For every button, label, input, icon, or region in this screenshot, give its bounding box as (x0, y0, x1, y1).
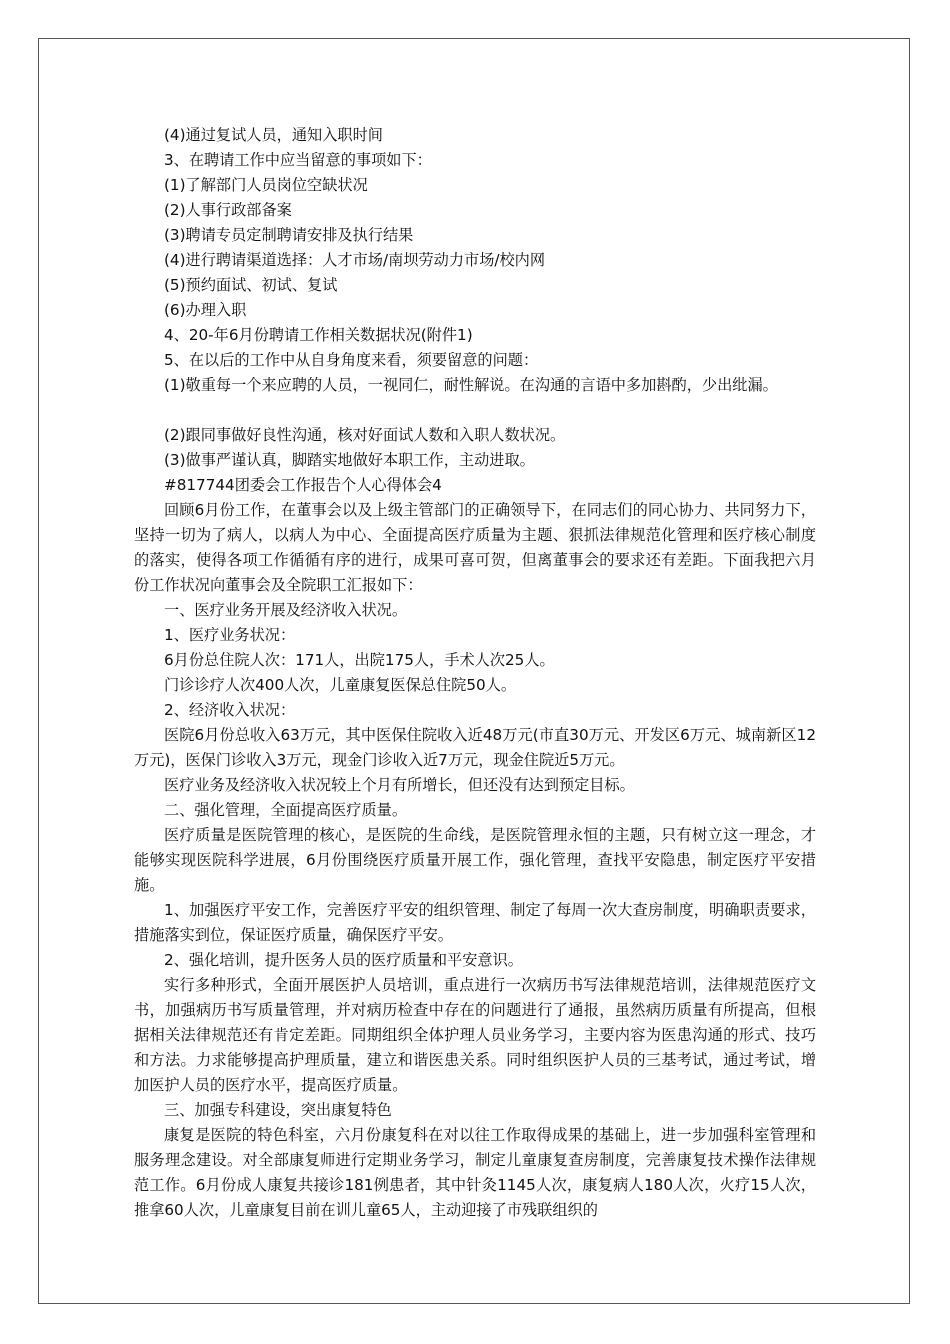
list-item: (6)办理入职 (164, 301, 247, 319)
paragraph: 回顾6月份工作，在董事会以及上级主管部门的正确领导下，在同志们的同心协力、共同努力下，坚持一切为了病人，以病人为中心、全面提高医疗质量为主题、狠抓法律规范化管理和医疗核心制度的落实，使得各项工作循循有序的进行，成果可喜可贺，但离董事会的要求还有差距。下面我把六月份工作状况向董事会及全院职工汇报如下： (134, 501, 816, 594)
list-item: (3)聘请专员定制聘请安排及执行结果 (164, 226, 414, 244)
list-item: (2)跟同事做好良性沟通，核对好面试人数和入职人数状况。 (164, 426, 566, 444)
paragraph: 医疗业务及经济收入状况较上个月有所增长，但还没有达到预定目标。 (164, 776, 635, 794)
list-item: (2)人事行政部备案 (164, 201, 292, 219)
subsection-heading: 2、强化培训，提升医务人员的医疗质量和平安意识。 (164, 951, 523, 969)
list-item: (4)通过复试人员，通知入职时间 (164, 126, 383, 144)
document-title: #817744团委会工作报告个人心得体会4 (164, 476, 442, 494)
list-item: (5)预约面试、初试、复试 (164, 276, 338, 294)
section-heading: 二、强化管理，全面提高医疗质量。 (164, 801, 407, 819)
list-item: (4)进行聘请渠道选择：人才市场/南坝劳动力市场/校内网 (164, 251, 546, 269)
paragraph: 医疗质量是医院管理的核心，是医院的生命线，是医院管理永恒的主题，只有树立这一理念，才能够实现医院科学进展，6月份围绕医疗质量开展工作，强化管理，查找平安隐患，制定医疗平安措施。 (134, 826, 816, 894)
paragraph: 门诊诊疗人次400人次，儿童康复医保总住院50人。 (164, 676, 517, 694)
list-item: (1)敬重每一个来应聘的人员，一视同仁，耐性解说。在沟通的言语中多加斟酌，少出纰漏。 (164, 376, 778, 394)
list-item: (3)做事严谨认真，脚踏实地做好本职工作，主动进取。 (164, 451, 535, 469)
subsection-heading: 2、经济收入状况： (164, 701, 296, 719)
list-item: (1)了解部门人员岗位空缺状况 (164, 176, 368, 194)
section-heading: 一、医疗业务开展及经济收入状况。 (164, 601, 407, 619)
subsection-heading: 1、医疗业务状况： (164, 626, 296, 644)
section-heading: 三、加强专科建设，突出康复特色 (164, 1101, 392, 1119)
paragraph: 实行多种形式，全面开展医护人员培训，重点进行一次病历书写法律规范培训，法律规范医疗文书，加强病历书写质量管理，并对病历检查中存在的问题进行了通报，虽然病历质量有所提高，但根据相关法律规范还有肯定差距。同期组织全体护理人员业务学习，主要内容为医患沟通的形式、技巧和方法。力求能够提高护理质量，建立和谐医患关系。同时组织医护人员的三基考试，通过考试，增加医护人员的医疗水平，提高医疗质量。 (134, 976, 816, 1094)
section-heading: 3、在聘请工作中应当留意的事项如下： (164, 151, 432, 169)
paragraph: 康复是医院的特色科室，六月份康复科在对以往工作取得成果的基础上，进一步加强科室管理和服务理念建设。对全部康复师进行定期业务学习，制定儿童康复查房制度，完善康复技术操作法律规范工作。6月份成人康复共接诊181例患者，其中针灸1145人次，康复病人180人次，火疗15人次，推拿60人次，儿童康复目前在训儿童65人，主动迎接了市残联组织的 (134, 1126, 816, 1219)
document-body (134, 123, 816, 1223)
paragraph: 医院6月份总收入63万元，其中医保住院收入近48万元(市直30万元、开发区6万元、城南新区12万元)，医保门诊收入3万元，现金门诊收入近7万元，现金住院近5万元。 (134, 726, 816, 769)
paragraph: 1、加强医疗平安工作，完善医疗平安的组织管理、制定了每周一次大查房制度，明确职责要求，措施落实到位，保证医疗质量，确保医疗平安。 (134, 901, 816, 944)
paragraph: 6月份总住院人次：171人，出院175人，手术人次25人。 (164, 651, 555, 669)
section-heading: 5、在以后的工作中从自身角度来看，须要留意的问题： (164, 351, 539, 369)
section-heading: 4、20-年6月份聘请工作相关数据状况(附件1) (164, 326, 473, 344)
blank-line (134, 398, 816, 423)
